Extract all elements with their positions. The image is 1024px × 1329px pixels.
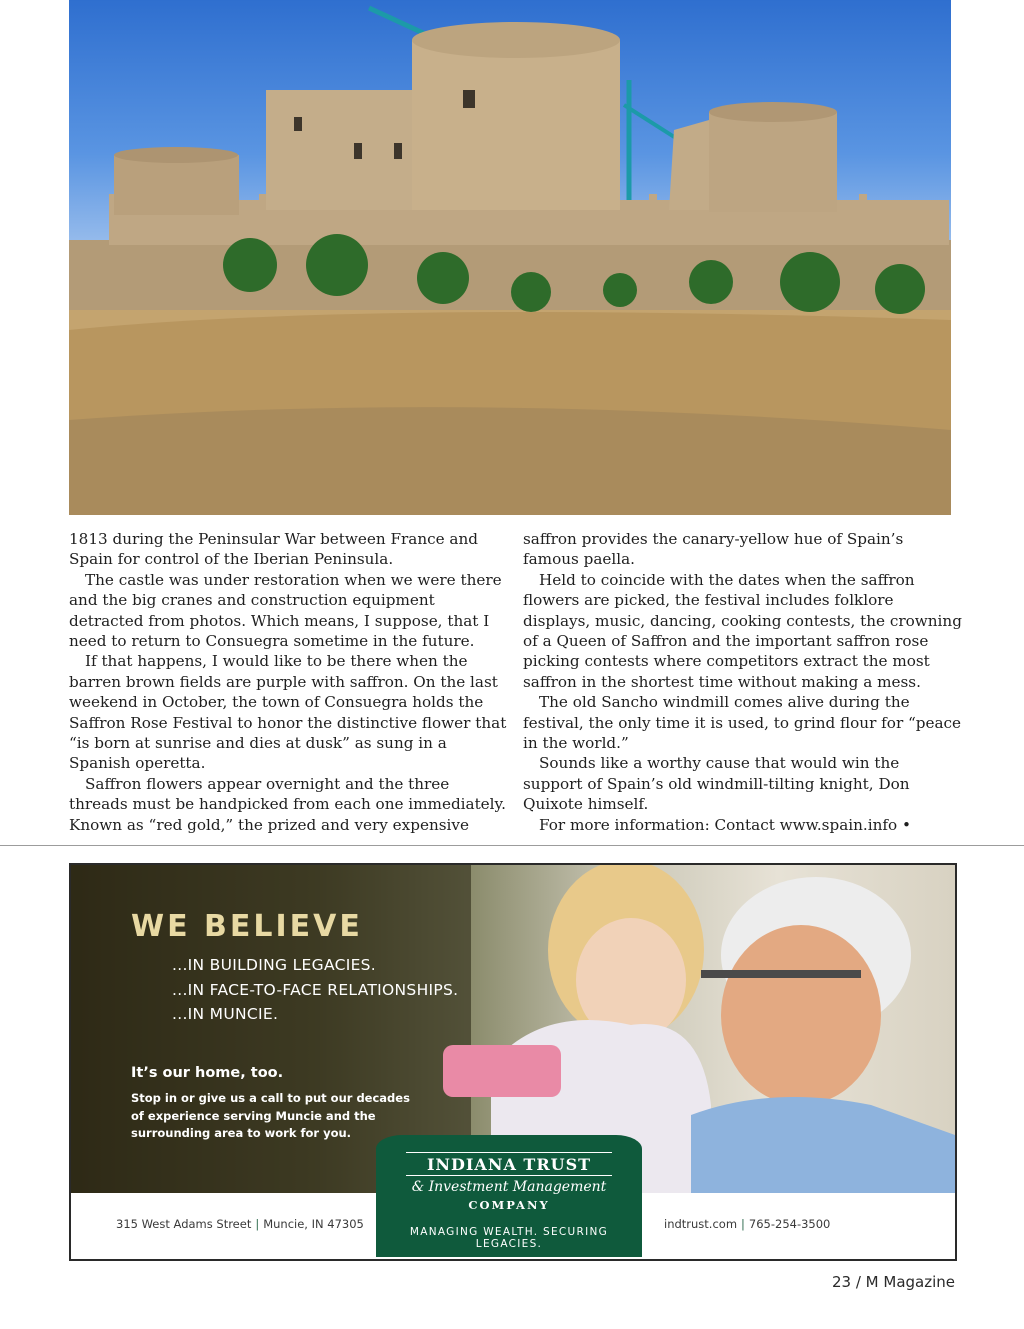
- logo-subname: & Investment Management: [411, 1179, 607, 1195]
- indiana-trust-ad: [69, 863, 957, 1261]
- ad-contact: [664, 1217, 830, 1231]
- ad-belief-line: ...IN MUNCIE.: [172, 1005, 279, 1023]
- article-paragraph: 1813 during the Peninsular War between France and Spain for control of the Iberian Peninsula.: [69, 530, 478, 569]
- logo-name: INDIANA TRUST: [426, 1155, 592, 1174]
- ad-belief-lines: [172, 953, 458, 1027]
- article-paragraph: saffron provides the canary-yellow hue of Spain’s famous paella.: [523, 530, 904, 569]
- article-paragraph: The castle was under restoration when we were there and the big cranes and construction equipment detracted from photos. Which means, I suppose, that I need to return to Consuegra sometime in the future.: [69, 570, 502, 651]
- castle-photo: [69, 0, 951, 515]
- article-paragraph: Sounds like a worthy cause that would win the support of Spain’s old windmill-tilting knight, Don Quixote himself.: [523, 754, 910, 814]
- article-paragraph: The old Sancho windmill comes alive during the festival, the only time it is used, to grind flour for “peace in the world.”: [523, 693, 962, 753]
- separator: |: [255, 1217, 260, 1231]
- ad-phone: 765-254-3500: [748, 1217, 831, 1231]
- ad-street: 315 West Adams Street: [116, 1217, 252, 1231]
- logo-rule: [406, 1152, 612, 1153]
- ad-website: indtrust.com: [664, 1217, 738, 1231]
- article-paragraph: If that happens, I would like to be there when the barren brown fields are purple with saffron. On the last weekend in October, the town of Consuegra holds the Saffron Rose Festival to honor the distinctive flower that “is born at sunrise and dies at dusk” as sung in a Spanish operetta.: [69, 652, 507, 773]
- separator: |: [741, 1217, 745, 1231]
- article-paragraph: Saffron flowers appear overnight and the three threads must be handpicked from each one immediately. Known as “red gold,” the prized and very expensive: [69, 774, 506, 834]
- ad-subhead: It’s our home, too.: [131, 1065, 284, 1081]
- ad-address: [116, 1217, 364, 1231]
- logo-rule: [406, 1175, 612, 1176]
- ad-belief-line: ...IN BUILDING LEGACIES.: [172, 956, 377, 974]
- ad-headline: WE BELIEVE: [131, 909, 363, 944]
- page-folio: 23 / M Magazine: [831, 1273, 955, 1291]
- section-divider: [0, 845, 1024, 846]
- castle-illustration: [69, 0, 951, 515]
- article-column-right: [523, 529, 963, 835]
- logo-tagline: MANAGING WEALTH. SECURING LEGACIES.: [409, 1226, 609, 1250]
- indiana-trust-logo: [376, 1135, 642, 1257]
- logo-company: COMPANY: [468, 1198, 550, 1212]
- article-column-left: [69, 529, 509, 835]
- article-paragraph: For more information: Contact www.spain.info •: [539, 815, 911, 834]
- article-paragraph: Held to coincide with the dates when the saffron flowers are picked, the festival includes folklore displays, music, dancing, cooking contests, the crowning of a Queen of Saffron and the important saffron rose picking contests where competitors extract the most saffron in the shortest time without making a mess.: [523, 570, 962, 691]
- ad-city: Muncie, IN 47305: [263, 1217, 364, 1231]
- ad-belief-line: ...IN FACE-TO-FACE RELATIONSHIPS.: [172, 980, 459, 999]
- ad-body-text: Stop in or give us a call to put our decades of experience serving Muncie and the surrounding area to work for you.: [131, 1091, 410, 1140]
